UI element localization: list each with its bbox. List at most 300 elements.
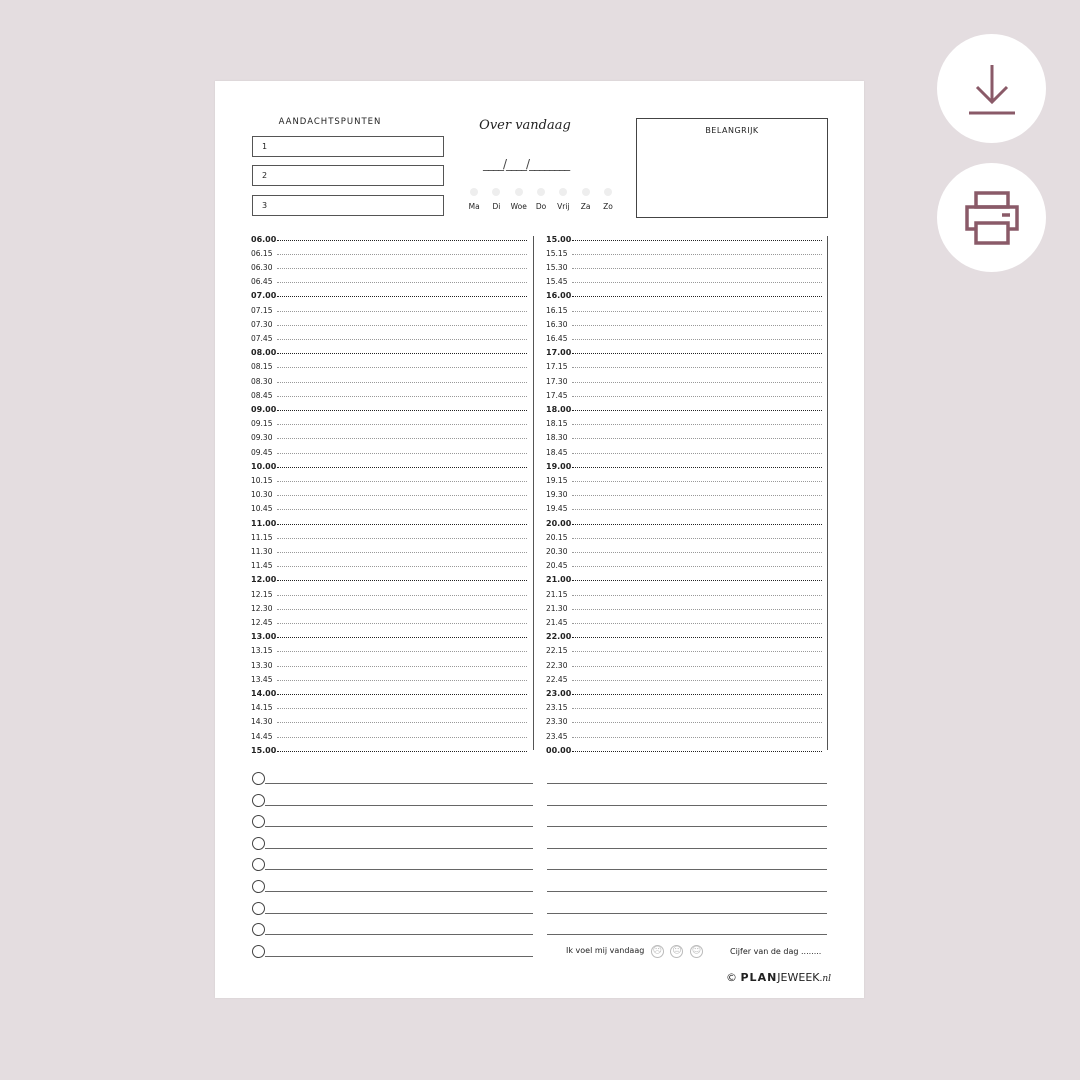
todo-row	[215, 858, 864, 872]
time-label: 14.15	[251, 703, 273, 713]
time-line	[572, 240, 822, 241]
column-divider	[827, 236, 828, 750]
time-slot[interactable]	[546, 459, 822, 473]
note-line[interactable]	[547, 826, 827, 827]
time-slot[interactable]	[546, 317, 822, 331]
time-label: 19.00	[546, 461, 572, 471]
time-label: 14.00	[251, 688, 277, 698]
time-label: 17.00	[546, 348, 572, 358]
time-line	[572, 637, 822, 638]
time-label: 15.45	[546, 277, 568, 287]
time-label: 15.15	[546, 248, 568, 258]
time-line	[572, 396, 822, 397]
time-line	[277, 680, 527, 681]
time-line	[572, 353, 822, 354]
day-option[interactable]	[552, 188, 574, 211]
column-divider	[533, 236, 534, 750]
time-line	[572, 410, 822, 411]
time-line	[572, 467, 822, 468]
day-label: Do	[535, 202, 547, 211]
time-line	[277, 339, 527, 340]
time-line	[572, 552, 822, 553]
time-line	[572, 666, 822, 667]
time-slot[interactable]	[251, 516, 527, 530]
time-slot[interactable]	[546, 402, 822, 416]
time-slot[interactable]	[546, 587, 822, 601]
time-slot[interactable]	[251, 374, 527, 388]
time-line	[572, 580, 822, 581]
time-slot[interactable]	[251, 743, 527, 757]
time-label: 06.15	[251, 248, 273, 258]
day-dot[interactable]	[559, 188, 567, 196]
time-label: 10.30	[251, 490, 273, 500]
checkbox-circle[interactable]	[252, 880, 265, 893]
time-line	[277, 538, 527, 539]
todo-line[interactable]	[265, 826, 533, 827]
day-label: Woe	[510, 202, 527, 211]
time-line	[572, 680, 822, 681]
checkbox-circle[interactable]	[252, 858, 265, 871]
todo-line[interactable]	[265, 956, 533, 957]
time-label: 06.30	[251, 262, 273, 272]
time-slot[interactable]	[251, 559, 527, 573]
time-line	[572, 538, 822, 539]
time-slot[interactable]	[546, 289, 822, 303]
checkbox-circle[interactable]	[252, 772, 265, 785]
day-option[interactable]	[530, 188, 552, 211]
time-line	[572, 524, 822, 525]
time-slot[interactable]	[251, 346, 527, 360]
attention-title: AANDACHTSPUNTEN	[278, 117, 382, 127]
day-selector	[463, 188, 619, 211]
note-line[interactable]	[547, 848, 827, 849]
time-label: 14.45	[251, 731, 273, 741]
time-slot[interactable]	[546, 701, 822, 715]
time-slot[interactable]	[251, 644, 527, 658]
time-slot[interactable]	[546, 715, 822, 729]
time-slot[interactable]	[251, 445, 527, 459]
todo-line[interactable]	[265, 869, 533, 870]
time-label: 10.15	[251, 475, 273, 485]
note-line[interactable]	[547, 913, 827, 914]
time-label: 19.45	[546, 504, 568, 514]
time-slot[interactable]	[546, 658, 822, 672]
time-label: 19.15	[546, 475, 568, 485]
time-line	[572, 424, 822, 425]
day-dot[interactable]	[604, 188, 612, 196]
time-slot[interactable]	[251, 630, 527, 644]
time-slot[interactable]	[546, 686, 822, 700]
sad-face-icon[interactable]: ☹	[652, 946, 663, 956]
time-slot[interactable]	[251, 686, 527, 700]
time-line	[572, 566, 822, 567]
day-option[interactable]	[597, 188, 619, 211]
time-line	[572, 254, 822, 255]
time-slot[interactable]	[251, 246, 527, 260]
logo-suffix: .nl	[819, 974, 832, 984]
time-slot[interactable]	[546, 275, 822, 289]
time-label: 12.00	[251, 575, 277, 585]
day-option[interactable]	[574, 188, 596, 211]
checkbox-circle[interactable]	[252, 923, 265, 936]
day-dot[interactable]	[537, 188, 545, 196]
time-line	[572, 438, 822, 439]
time-label: 09.30	[251, 433, 273, 443]
time-line	[277, 467, 527, 468]
todo-line[interactable]	[265, 848, 533, 849]
day-label: Zo	[603, 202, 613, 211]
time-slot[interactable]	[251, 701, 527, 715]
time-slot[interactable]	[546, 559, 822, 573]
time-label: 07.15	[251, 305, 273, 315]
time-line	[277, 481, 527, 482]
note-line[interactable]	[547, 869, 827, 870]
time-label: 09.00	[251, 404, 277, 414]
time-slot[interactable]	[251, 360, 527, 374]
checkbox-circle[interactable]	[252, 837, 265, 850]
time-line	[277, 240, 527, 241]
time-line	[277, 353, 527, 354]
note-line[interactable]	[547, 891, 827, 892]
time-slot[interactable]	[546, 346, 822, 360]
time-slot[interactable]	[251, 260, 527, 274]
time-slot[interactable]	[251, 388, 527, 402]
time-slot[interactable]	[251, 402, 527, 416]
time-label: 20.45	[546, 561, 568, 571]
time-line	[277, 595, 527, 596]
time-line	[277, 580, 527, 581]
time-line	[277, 268, 527, 269]
time-label: 15.00	[546, 234, 572, 244]
time-slot[interactable]	[251, 459, 527, 473]
time-label: 09.45	[251, 447, 273, 457]
day-label: Za	[580, 202, 591, 211]
time-label: 21.30	[546, 603, 568, 613]
time-label: 10.45	[251, 504, 273, 514]
todo-row	[215, 837, 864, 851]
time-line	[572, 296, 822, 297]
feeling-label: Ik voel mij vandaag	[566, 946, 645, 955]
time-line	[277, 495, 527, 496]
time-label: 11.00	[251, 518, 277, 528]
time-slot[interactable]	[251, 331, 527, 345]
time-slot[interactable]	[546, 303, 822, 317]
checkbox-circle[interactable]	[252, 794, 265, 807]
time-label: 22.45	[546, 674, 568, 684]
time-line	[277, 396, 527, 397]
time-slot[interactable]	[251, 573, 527, 587]
time-label: 18.45	[546, 447, 568, 457]
time-slot[interactable]	[546, 445, 822, 459]
time-line	[277, 651, 527, 652]
time-label: 16.45	[546, 333, 568, 343]
todo-line[interactable]	[265, 934, 533, 935]
time-line	[277, 296, 527, 297]
time-label: 20.00	[546, 518, 572, 528]
time-slot[interactable]	[251, 317, 527, 331]
time-label: 15.00	[251, 745, 277, 755]
planjeweek-logo	[726, 971, 831, 984]
time-line	[277, 453, 527, 454]
time-slot[interactable]	[251, 431, 527, 445]
download-icon	[967, 63, 1017, 115]
time-line	[572, 481, 822, 482]
time-slot[interactable]	[251, 417, 527, 431]
time-slot[interactable]	[251, 601, 527, 615]
time-label: 08.45	[251, 390, 273, 400]
time-line	[277, 566, 527, 567]
time-slot[interactable]	[251, 473, 527, 487]
time-label: 07.45	[251, 333, 273, 343]
time-label: 19.30	[546, 490, 568, 500]
time-label: 18.30	[546, 433, 568, 443]
time-line	[277, 382, 527, 383]
time-label: 15.30	[546, 262, 568, 272]
grade-label: Cijfer van de dag ........	[730, 947, 822, 956]
logo-light: JEWEEK	[777, 971, 820, 984]
attention-item-3[interactable]: 3	[252, 195, 444, 216]
time-slot[interactable]	[546, 360, 822, 374]
time-slot[interactable]	[546, 743, 822, 757]
time-line	[572, 609, 822, 610]
feeling-row	[566, 945, 703, 958]
time-slot[interactable]	[251, 587, 527, 601]
checkbox-circle[interactable]	[252, 902, 265, 915]
time-slot[interactable]	[251, 275, 527, 289]
time-line	[277, 509, 527, 510]
time-line	[572, 382, 822, 383]
time-line	[572, 311, 822, 312]
time-label: 17.15	[546, 362, 568, 372]
time-line	[572, 751, 822, 752]
time-label: 06.00	[251, 234, 277, 244]
time-label: 07.30	[251, 319, 273, 329]
time-line	[572, 495, 822, 496]
attention-item-2[interactable]: 2	[252, 165, 444, 186]
time-label: 11.45	[251, 561, 273, 571]
time-label: 13.45	[251, 674, 273, 684]
time-line	[277, 722, 527, 723]
logo-bold: PLAN	[740, 971, 778, 984]
time-line	[572, 623, 822, 624]
time-slot[interactable]	[251, 672, 527, 686]
time-label: 23.15	[546, 703, 568, 713]
time-slot[interactable]	[546, 232, 822, 246]
time-line	[277, 410, 527, 411]
time-label: 16.00	[546, 291, 572, 301]
time-line	[277, 282, 527, 283]
time-slot[interactable]	[546, 530, 822, 544]
time-label: 17.45	[546, 390, 568, 400]
time-line	[277, 424, 527, 425]
todo-line[interactable]	[265, 805, 533, 806]
time-slot[interactable]	[251, 658, 527, 672]
time-slot[interactable]	[546, 331, 822, 345]
time-slot[interactable]	[546, 374, 822, 388]
todo-row	[215, 880, 864, 894]
note-line[interactable]	[547, 783, 827, 784]
time-label: 22.30	[546, 660, 568, 670]
time-label: 23.00	[546, 688, 572, 698]
time-line	[277, 325, 527, 326]
time-line	[572, 722, 822, 723]
time-label: 06.45	[251, 277, 273, 287]
time-slot[interactable]	[546, 644, 822, 658]
todo-row	[215, 794, 864, 808]
time-line	[572, 325, 822, 326]
time-line	[572, 509, 822, 510]
day-option[interactable]	[485, 188, 507, 211]
time-label: 11.30	[251, 546, 273, 556]
time-line	[277, 311, 527, 312]
time-line	[572, 367, 822, 368]
printer-icon	[964, 191, 1020, 245]
happy-face-icon[interactable]: ☺	[691, 946, 702, 956]
time-slot[interactable]	[251, 530, 527, 544]
neutral-face-icon[interactable]: 😐	[672, 946, 682, 956]
time-line	[277, 666, 527, 667]
planner-page	[215, 81, 864, 998]
time-slot[interactable]	[546, 573, 822, 587]
date-field[interactable]: ____/____/________	[483, 157, 570, 171]
time-slot[interactable]	[251, 715, 527, 729]
time-line	[572, 339, 822, 340]
about-today-title: Over vandaag	[479, 118, 571, 133]
checkbox-circle[interactable]	[252, 815, 265, 828]
time-line	[572, 595, 822, 596]
time-slot[interactable]	[546, 615, 822, 629]
time-label: 17.30	[546, 376, 568, 386]
todo-line[interactable]	[265, 783, 533, 784]
important-box[interactable]	[636, 118, 828, 218]
day-option[interactable]	[508, 188, 530, 211]
time-slot[interactable]	[546, 431, 822, 445]
time-label: 10.00	[251, 461, 277, 471]
time-slot[interactable]	[546, 473, 822, 487]
time-label: 21.45	[546, 617, 568, 627]
time-slot[interactable]	[251, 303, 527, 317]
time-label: 23.30	[546, 717, 568, 727]
time-label: 12.45	[251, 617, 273, 627]
time-slot[interactable]	[546, 502, 822, 516]
time-line	[572, 694, 822, 695]
time-label: 08.30	[251, 376, 273, 386]
day-label: Ma	[468, 202, 480, 211]
note-line[interactable]	[547, 805, 827, 806]
todo-row	[215, 772, 864, 786]
time-line	[572, 737, 822, 738]
time-line	[277, 438, 527, 439]
time-slot[interactable]	[546, 516, 822, 530]
day-dot[interactable]	[515, 188, 523, 196]
time-slot[interactable]	[251, 289, 527, 303]
time-label: 00.00	[546, 745, 572, 755]
day-dot[interactable]	[582, 188, 590, 196]
time-slot[interactable]	[546, 630, 822, 644]
time-label: 13.30	[251, 660, 273, 670]
time-label: 12.30	[251, 603, 273, 613]
time-label: 21.00	[546, 575, 572, 585]
note-line[interactable]	[547, 934, 827, 935]
time-label: 13.00	[251, 632, 277, 642]
time-label: 14.30	[251, 717, 273, 727]
todo-line[interactable]	[265, 891, 533, 892]
time-label: 12.15	[251, 589, 273, 599]
time-line	[277, 524, 527, 525]
time-slot[interactable]	[546, 729, 822, 743]
day-label: Vrij	[557, 202, 570, 211]
checkbox-circle[interactable]	[252, 945, 265, 958]
time-label: 07.00	[251, 291, 277, 301]
time-slot[interactable]	[251, 729, 527, 743]
time-slot[interactable]	[546, 417, 822, 431]
time-line	[277, 737, 527, 738]
time-slot[interactable]	[546, 601, 822, 615]
day-dot[interactable]	[470, 188, 478, 196]
time-label: 18.15	[546, 419, 568, 429]
copyright: ©	[726, 971, 737, 984]
time-label: 11.15	[251, 532, 273, 542]
time-label: 13.15	[251, 646, 273, 656]
time-label: 08.15	[251, 362, 273, 372]
print-button[interactable]	[937, 163, 1046, 272]
time-slot[interactable]	[251, 544, 527, 558]
time-line	[572, 708, 822, 709]
time-line	[277, 694, 527, 695]
time-line	[277, 637, 527, 638]
important-title: BELANGRIJK	[705, 126, 759, 135]
time-label: 22.00	[546, 632, 572, 642]
day-dot[interactable]	[492, 188, 500, 196]
time-label: 18.00	[546, 404, 572, 414]
time-slot[interactable]	[251, 488, 527, 502]
day-option[interactable]	[463, 188, 485, 211]
time-line	[572, 282, 822, 283]
todo-row	[215, 923, 864, 937]
time-label: 21.15	[546, 589, 568, 599]
todo-line[interactable]	[265, 913, 533, 914]
time-label: 08.00	[251, 348, 277, 358]
time-slot[interactable]	[546, 672, 822, 686]
time-line	[277, 609, 527, 610]
time-line	[277, 552, 527, 553]
time-slot[interactable]	[546, 388, 822, 402]
time-line	[277, 623, 527, 624]
todo-row	[215, 815, 864, 829]
time-label: 20.15	[546, 532, 568, 542]
time-slot[interactable]	[251, 615, 527, 629]
time-line	[277, 367, 527, 368]
time-label: 16.30	[546, 319, 568, 329]
time-slot[interactable]	[251, 502, 527, 516]
time-line	[572, 453, 822, 454]
time-label: 16.15	[546, 305, 568, 315]
attention-item-1[interactable]: 1	[252, 136, 444, 157]
todo-row	[215, 902, 864, 916]
time-line	[277, 751, 527, 752]
time-slot[interactable]	[546, 544, 822, 558]
time-label: 09.15	[251, 419, 273, 429]
time-slot[interactable]	[546, 260, 822, 274]
time-line	[572, 268, 822, 269]
download-button[interactable]	[937, 34, 1046, 143]
time-slot[interactable]	[546, 246, 822, 260]
time-line	[277, 708, 527, 709]
time-slot[interactable]	[546, 488, 822, 502]
day-label: Di	[492, 202, 501, 211]
time-slot[interactable]	[251, 232, 527, 246]
time-label: 23.45	[546, 731, 568, 741]
